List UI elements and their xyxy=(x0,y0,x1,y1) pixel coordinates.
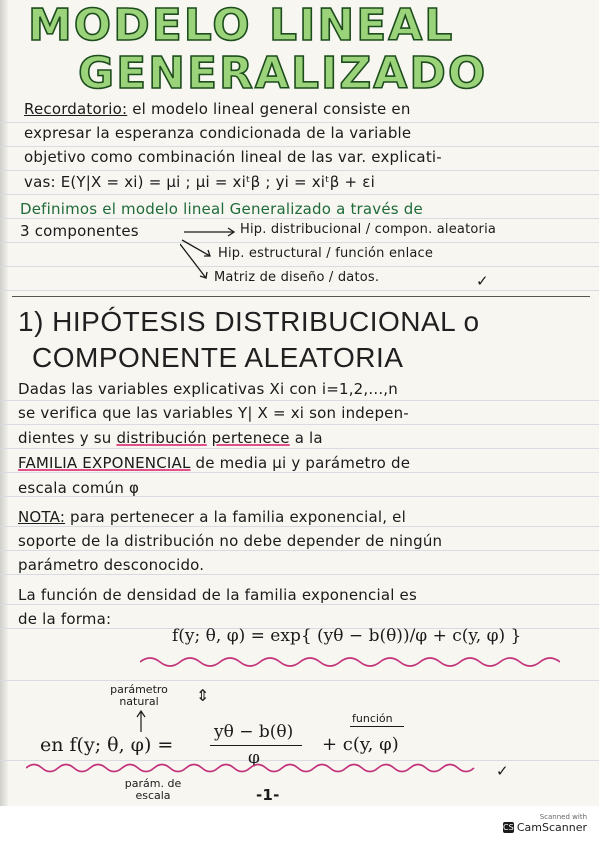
title-line-1: MODELO LINEAL xyxy=(28,0,455,51)
section-1-p4b: de media μi y parámetro de xyxy=(195,454,411,472)
page-binding xyxy=(0,0,8,806)
scanner-brand-row xyxy=(503,821,587,834)
section-1-p4 xyxy=(18,454,410,472)
formula-2-underline-wave xyxy=(26,760,486,776)
arrow-up-icon xyxy=(136,710,146,732)
component-2: Hip. estructural / función enlace xyxy=(218,246,434,261)
recordatorio-line-2: expresar la esperanza condicionada de la variable xyxy=(24,124,412,142)
density-formula: f(y; θ, φ) = exp{ (yθ − b(θ))/φ + c(y, φ) } xyxy=(172,626,522,646)
ruled-line xyxy=(0,122,599,123)
checkmark-1: ✓ xyxy=(476,272,489,290)
ruled-line xyxy=(0,290,599,291)
section-1-p3b: distribución xyxy=(116,429,207,447)
ruled-line xyxy=(0,550,599,551)
densidad-line-1: La función de densidad de la familia exponencial es xyxy=(18,586,417,604)
ruled-line xyxy=(0,242,599,243)
recordatorio-line-1 xyxy=(24,100,411,118)
ruled-line xyxy=(0,604,599,605)
section-1-p5: escala común φ xyxy=(18,479,140,497)
ruled-line xyxy=(0,472,599,473)
page-number: -1- xyxy=(256,786,280,804)
recordatorio-label: Recordatorio: xyxy=(24,100,128,118)
ruled-line xyxy=(0,218,599,219)
annotation-function: función xyxy=(352,712,393,725)
recordatorio-text-1: el modelo lineal general consiste en xyxy=(132,100,411,118)
function-bracket xyxy=(350,726,404,727)
scanner-caption: Scanned with xyxy=(539,813,587,821)
section-1-p3c: pertenece xyxy=(211,429,290,447)
definimos-line-1: Definimos el modelo lineal Generalizado a través de xyxy=(20,200,423,218)
section-1-p3 xyxy=(18,429,323,447)
ruled-line xyxy=(0,400,599,401)
section-divider xyxy=(12,296,590,297)
nota-line-1 xyxy=(18,508,406,526)
formula-2-denominator: φ xyxy=(248,748,260,768)
section-1-heading-line-1: 1) HIPÓTESIS DISTRIBUCIONAL o xyxy=(18,306,480,337)
familia-exponencial: FAMILIA EXPONENCIAL xyxy=(18,454,191,472)
section-1-p2: se verifica que las variables Y| X = xi son indepen- xyxy=(18,404,409,422)
formula-2-prefix: en f(y; θ, φ) = xyxy=(40,734,174,756)
ruled-line xyxy=(0,146,599,147)
annotation-scale-parameter: parám. de escala xyxy=(124,777,182,802)
ruled-line xyxy=(0,424,599,425)
formula-2-numerator: yθ − b(θ) xyxy=(214,722,294,742)
definimos-line-2: 3 componentes xyxy=(20,222,139,240)
recordatorio-line-3: objetivo como combinación lineal de las var. explicati- xyxy=(24,148,442,166)
equivalence-mark: ⇕ xyxy=(196,686,210,705)
section-1-p3d: a la xyxy=(294,429,323,447)
section-1-p1: Dadas las variables explicativas Xi con i=1,2,...,n xyxy=(18,380,398,398)
section-1-heading-line-2: COMPONENTE ALEATORIA xyxy=(32,342,404,373)
component-3: Matriz de diseño / datos. xyxy=(214,270,380,285)
ruled-line xyxy=(0,170,599,171)
annotation-natural-parameter: parámetro natural xyxy=(110,683,168,708)
recordatorio-line-4: vas: E(Y|X = xi) = μi ; μi = xiᵗβ ; yi = xiᵗβ + εi xyxy=(24,173,375,191)
title-line-2: GENERALIZADO xyxy=(78,48,488,99)
checkmark-2: ✓ xyxy=(496,762,509,780)
ruled-line xyxy=(0,448,599,449)
formula-2-fraction-bar xyxy=(210,745,302,746)
scanner-watermark xyxy=(503,813,587,834)
ruled-line xyxy=(0,194,599,195)
section-1-p3a: dientes y su xyxy=(18,429,112,447)
nota-label: NOTA: xyxy=(18,508,66,526)
formula-2-suffix: + c(y, φ) xyxy=(322,734,399,755)
densidad-line-2: de la forma: xyxy=(18,610,112,628)
nota-text-1: para pertenecer a la familia exponencial, el xyxy=(70,508,406,526)
nota-line-2: soporte de la distribución no debe depender de ningún xyxy=(18,532,443,550)
ruled-line xyxy=(0,680,599,681)
ruled-line xyxy=(0,574,599,575)
scanner-brand: CamScanner xyxy=(516,821,587,834)
camscanner-logo-icon: CS xyxy=(503,823,514,832)
nota-line-3: parámetro desconocido. xyxy=(18,556,205,574)
ruled-line xyxy=(0,266,599,267)
formula-underline-wave xyxy=(140,652,560,672)
ruled-line xyxy=(0,526,599,527)
component-1: Hip. distribucional / compon. aleatoria xyxy=(240,222,497,237)
